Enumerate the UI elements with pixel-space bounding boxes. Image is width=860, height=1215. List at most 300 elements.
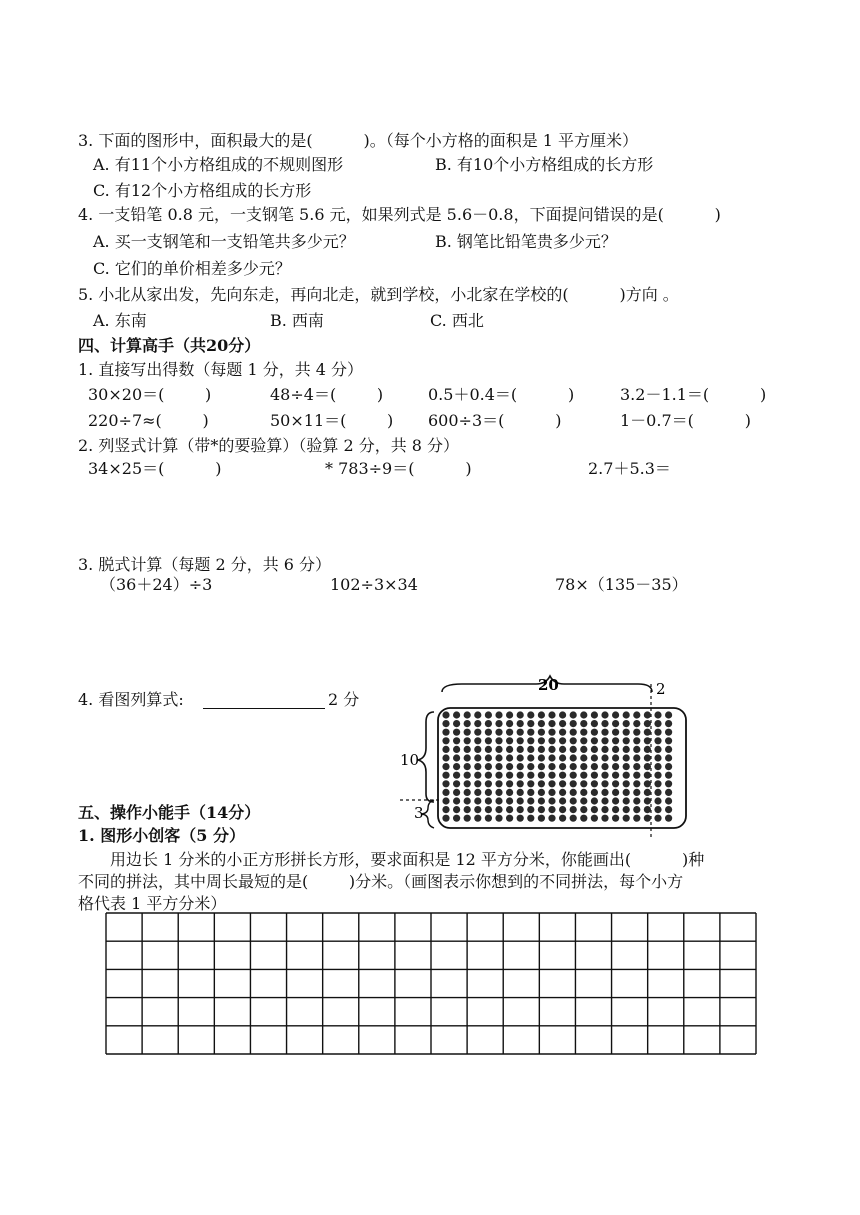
dot	[517, 729, 524, 736]
dot	[453, 720, 460, 727]
dot	[633, 711, 640, 718]
dot	[527, 780, 534, 787]
dot	[464, 772, 471, 779]
label-right: 2	[656, 680, 666, 698]
dot	[527, 746, 534, 753]
dot	[654, 806, 661, 813]
dot	[612, 806, 619, 813]
dot-array-figure	[380, 670, 690, 840]
dot	[538, 720, 545, 727]
dot	[506, 780, 513, 787]
dot	[580, 711, 587, 718]
dot	[442, 729, 449, 736]
dot	[474, 729, 481, 736]
dot	[538, 789, 545, 796]
dot	[570, 789, 577, 796]
dot	[570, 711, 577, 718]
dot	[665, 754, 672, 761]
dot	[654, 754, 661, 761]
dot	[506, 737, 513, 744]
q5-option-b: B. 西南	[270, 311, 324, 330]
dot	[485, 789, 492, 796]
dot	[591, 789, 598, 796]
dot	[570, 806, 577, 813]
q3-option-c: C. 有12个小方格组成的长方形	[93, 181, 312, 200]
dot	[548, 720, 555, 727]
dot	[633, 720, 640, 727]
dot	[623, 806, 630, 813]
dot	[474, 806, 481, 813]
dot	[665, 772, 672, 779]
dot	[623, 711, 630, 718]
dot	[591, 797, 598, 804]
dot	[474, 720, 481, 727]
dot	[464, 720, 471, 727]
dot	[623, 789, 630, 796]
dot	[474, 754, 481, 761]
q5-option-a: A. 东南	[93, 311, 147, 330]
dot	[506, 789, 513, 796]
dot	[591, 815, 598, 822]
dot	[495, 789, 502, 796]
dot	[580, 720, 587, 727]
dot	[559, 720, 566, 727]
dot	[570, 729, 577, 736]
dot	[570, 780, 577, 787]
dot	[559, 780, 566, 787]
dot	[453, 772, 460, 779]
dot	[559, 797, 566, 804]
dot	[623, 772, 630, 779]
dot	[559, 754, 566, 761]
calc-item: 0.5＋0.4＝( )	[428, 385, 575, 404]
dot	[442, 780, 449, 787]
dot	[580, 780, 587, 787]
dot	[474, 746, 481, 753]
dot	[485, 772, 492, 779]
dot	[633, 815, 640, 822]
dot	[464, 780, 471, 787]
calc-item: 50×11＝( )	[270, 411, 394, 430]
dot	[506, 711, 513, 718]
dot	[559, 806, 566, 813]
dot	[612, 711, 619, 718]
vertical-calc-item: * 783÷9＝( )	[325, 459, 472, 478]
dot	[495, 806, 502, 813]
dot	[570, 720, 577, 727]
dot	[495, 815, 502, 822]
dot	[644, 780, 651, 787]
dot	[527, 729, 534, 736]
dot	[442, 789, 449, 796]
dot	[623, 737, 630, 744]
dot	[453, 754, 460, 761]
dot	[580, 789, 587, 796]
part-5-1-title: 1. 图形小创客（5 分）	[78, 826, 245, 845]
dot	[580, 815, 587, 822]
dot	[442, 772, 449, 779]
dot	[570, 797, 577, 804]
dot	[654, 720, 661, 727]
q3-option-b: B. 有10个小方格组成的长方形	[435, 155, 654, 174]
dot	[453, 789, 460, 796]
dot	[654, 789, 661, 796]
dot	[548, 780, 555, 787]
dot	[474, 780, 481, 787]
left-brace	[418, 712, 434, 802]
dot	[601, 806, 608, 813]
dot	[548, 797, 555, 804]
dot	[654, 772, 661, 779]
dot	[538, 772, 545, 779]
vertical-calc-item: 34×25＝( )	[88, 459, 222, 478]
dot	[453, 797, 460, 804]
dot	[517, 763, 524, 770]
part-2-title: 2. 列竖式计算（带*的要验算）（验算 2 分，共 8 分）	[78, 436, 460, 455]
dot	[644, 720, 651, 727]
dot	[485, 720, 492, 727]
dot	[495, 797, 502, 804]
dot	[485, 763, 492, 770]
dot	[442, 711, 449, 718]
part-5-1-line1: 用边长 1 分米的小正方形拼长方形，要求面积是 12 平方分米，你能画出( )种	[110, 850, 705, 869]
dot	[538, 806, 545, 813]
dot	[495, 763, 502, 770]
dot	[591, 729, 598, 736]
dot	[442, 737, 449, 744]
q5-stem: 5. 小北从家出发，先向东走，再向北走，就到学校，小北家在学校的( )方向 。	[78, 285, 679, 304]
dot	[665, 780, 672, 787]
part-5-1-line3: 格代表 1 平方分米）	[78, 894, 227, 913]
dot	[506, 797, 513, 804]
dot	[623, 815, 630, 822]
dot	[633, 763, 640, 770]
dot	[548, 789, 555, 796]
dot	[506, 763, 513, 770]
dot	[538, 763, 545, 770]
dot	[612, 729, 619, 736]
q5-option-c: C. 西北	[430, 311, 484, 330]
dot	[644, 815, 651, 822]
dot	[506, 806, 513, 813]
dot	[485, 815, 492, 822]
dot	[654, 780, 661, 787]
dot	[591, 720, 598, 727]
dot	[665, 815, 672, 822]
dot	[601, 729, 608, 736]
dot	[570, 772, 577, 779]
calc-item: 220÷7≈( )	[88, 411, 209, 430]
dot	[538, 780, 545, 787]
dot	[665, 797, 672, 804]
dot	[623, 797, 630, 804]
dot	[506, 772, 513, 779]
dot	[644, 729, 651, 736]
dot	[633, 737, 640, 744]
part-1-title: 1. 直接写出得数（每题 1 分，共 4 分）	[78, 360, 364, 379]
dot	[665, 737, 672, 744]
dot	[612, 746, 619, 753]
calc-item: 48÷4＝( )	[270, 385, 384, 404]
dot	[495, 754, 502, 761]
dot	[538, 746, 545, 753]
dot	[506, 746, 513, 753]
dot	[442, 815, 449, 822]
dot	[453, 711, 460, 718]
dot	[464, 754, 471, 761]
part-4-score: 2 分	[328, 690, 360, 709]
dot	[527, 806, 534, 813]
dot	[517, 746, 524, 753]
dot	[474, 789, 481, 796]
dot	[601, 772, 608, 779]
dot	[644, 754, 651, 761]
dot	[665, 746, 672, 753]
dot	[591, 780, 598, 787]
dot	[580, 797, 587, 804]
dot	[633, 746, 640, 753]
dot	[612, 772, 619, 779]
dot	[580, 737, 587, 744]
dot	[654, 711, 661, 718]
dot	[644, 797, 651, 804]
dot	[464, 746, 471, 753]
calc-item: 1－0.7＝( )	[620, 411, 751, 430]
dot	[665, 711, 672, 718]
dot	[633, 797, 640, 804]
dot	[453, 746, 460, 753]
dot	[559, 737, 566, 744]
dot	[665, 720, 672, 727]
dot	[654, 737, 661, 744]
dot	[495, 729, 502, 736]
dot	[485, 806, 492, 813]
dot	[623, 746, 630, 753]
dot	[485, 737, 492, 744]
dot	[517, 815, 524, 822]
dot	[474, 763, 481, 770]
dot	[654, 746, 661, 753]
dot	[644, 746, 651, 753]
dot	[612, 737, 619, 744]
dot	[538, 711, 545, 718]
dot	[612, 789, 619, 796]
dot	[517, 720, 524, 727]
dot	[442, 746, 449, 753]
dot	[623, 729, 630, 736]
dot	[623, 720, 630, 727]
dot	[495, 772, 502, 779]
dot	[464, 763, 471, 770]
q3-stem: 3. 下面的图形中，面积最大的是( )。（每个小方格的面积是 1 平方厘米）	[78, 131, 639, 150]
dot	[506, 754, 513, 761]
dot	[517, 797, 524, 804]
dot	[495, 720, 502, 727]
section-5-heading: 五、操作小能手（14分）	[78, 803, 261, 822]
dot	[559, 789, 566, 796]
dot	[665, 806, 672, 813]
dot	[495, 780, 502, 787]
dot	[548, 746, 555, 753]
dot	[485, 711, 492, 718]
dot	[527, 789, 534, 796]
q4-option-a: A. 买一支钢笔和一支铅笔共多少元？	[93, 232, 355, 251]
drawing-grid[interactable]	[105, 912, 757, 1055]
dot	[517, 772, 524, 779]
dot	[570, 815, 577, 822]
dot	[580, 772, 587, 779]
dot	[559, 729, 566, 736]
dot	[464, 789, 471, 796]
dot	[601, 737, 608, 744]
dot	[548, 815, 555, 822]
dot	[464, 815, 471, 822]
step-calc-item: （36＋24）÷3	[100, 575, 213, 594]
dot	[548, 806, 555, 813]
dot	[601, 763, 608, 770]
dot	[538, 815, 545, 822]
dot	[654, 797, 661, 804]
dot	[591, 763, 598, 770]
q3-option-a: A. 有11个小方格组成的不规则图形	[93, 155, 344, 174]
dot	[538, 797, 545, 804]
dot	[580, 754, 587, 761]
dot	[633, 806, 640, 813]
label-left: 10	[400, 751, 420, 769]
dot	[474, 815, 481, 822]
dot	[644, 763, 651, 770]
section-4-heading: 四、计算高手（共20分）	[78, 336, 261, 355]
dot	[517, 789, 524, 796]
vertical-calc-item: 2.7＋5.3＝	[588, 459, 671, 478]
dot	[527, 815, 534, 822]
dot	[495, 746, 502, 753]
answer-blank-line[interactable]	[203, 708, 325, 709]
dot	[517, 806, 524, 813]
dot	[442, 763, 449, 770]
dot	[612, 780, 619, 787]
dot	[485, 754, 492, 761]
dot	[442, 720, 449, 727]
dot	[601, 754, 608, 761]
dot	[485, 729, 492, 736]
dot	[633, 780, 640, 787]
dot	[591, 806, 598, 813]
calc-item: 30×20＝( )	[88, 385, 212, 404]
dot	[527, 754, 534, 761]
dot	[559, 711, 566, 718]
dot	[644, 711, 651, 718]
dots-group	[442, 711, 672, 821]
dot	[506, 720, 513, 727]
q4-option-b: B. 钢笔比铅笔贵多少元？	[435, 232, 617, 251]
dot	[665, 729, 672, 736]
dot	[559, 815, 566, 822]
dot	[570, 737, 577, 744]
q4-option-c: C. 它们的单价相差多少元？	[93, 259, 291, 278]
dot	[570, 746, 577, 753]
dot	[453, 729, 460, 736]
dot	[548, 737, 555, 744]
dot	[612, 754, 619, 761]
dot	[442, 797, 449, 804]
calc-item: 3.2－1.1＝( )	[620, 385, 767, 404]
dot	[591, 772, 598, 779]
dot	[591, 746, 598, 753]
dot	[464, 737, 471, 744]
dot	[527, 720, 534, 727]
dot	[517, 737, 524, 744]
dot	[464, 806, 471, 813]
dot	[453, 737, 460, 744]
dot	[633, 789, 640, 796]
dot	[485, 780, 492, 787]
dot	[474, 797, 481, 804]
dot	[506, 729, 513, 736]
dot	[538, 737, 545, 744]
dot	[506, 815, 513, 822]
dot	[601, 720, 608, 727]
dot	[612, 720, 619, 727]
calc-item: 600÷3＝( )	[428, 411, 562, 430]
dot	[442, 754, 449, 761]
dot	[464, 797, 471, 804]
dot	[591, 711, 598, 718]
q4-stem: 4. 一支铅笔 0.8 元，一支钢笔 5.6 元，如果列式是 5.6－0.8，下面提问错误的是( )	[78, 205, 721, 224]
dot	[601, 746, 608, 753]
dot	[601, 815, 608, 822]
dot	[580, 746, 587, 753]
dot	[527, 797, 534, 804]
dot	[464, 711, 471, 718]
step-calc-item: 102÷3×34	[330, 575, 418, 594]
dot	[665, 789, 672, 796]
part-4-title: 4. 看图列算式:	[78, 690, 184, 709]
part-5-1-line2: 不同的拼法，其中周长最短的是( )分米。（画图表示你想到的不同拼法，每个小方	[78, 872, 684, 891]
dot	[570, 763, 577, 770]
dot	[485, 746, 492, 753]
dot	[517, 780, 524, 787]
label-top: 20	[538, 676, 559, 694]
dot	[580, 729, 587, 736]
dot	[442, 806, 449, 813]
dot	[612, 797, 619, 804]
dot	[538, 729, 545, 736]
dot	[495, 737, 502, 744]
dot	[612, 815, 619, 822]
dot	[580, 763, 587, 770]
dot	[591, 737, 598, 744]
dot	[495, 711, 502, 718]
dot	[633, 772, 640, 779]
part-3-title: 3. 脱式计算（每题 2 分，共 6 分）	[78, 555, 332, 574]
dot	[453, 763, 460, 770]
dot	[633, 729, 640, 736]
dot	[548, 711, 555, 718]
dot	[538, 754, 545, 761]
dot	[474, 772, 481, 779]
dot	[559, 772, 566, 779]
step-calc-item: 78×（135－35）	[555, 575, 688, 594]
dot	[453, 780, 460, 787]
dot	[623, 763, 630, 770]
dot	[654, 815, 661, 822]
dot	[548, 772, 555, 779]
dot	[559, 763, 566, 770]
dot	[559, 746, 566, 753]
dot	[548, 754, 555, 761]
dot	[633, 754, 640, 761]
